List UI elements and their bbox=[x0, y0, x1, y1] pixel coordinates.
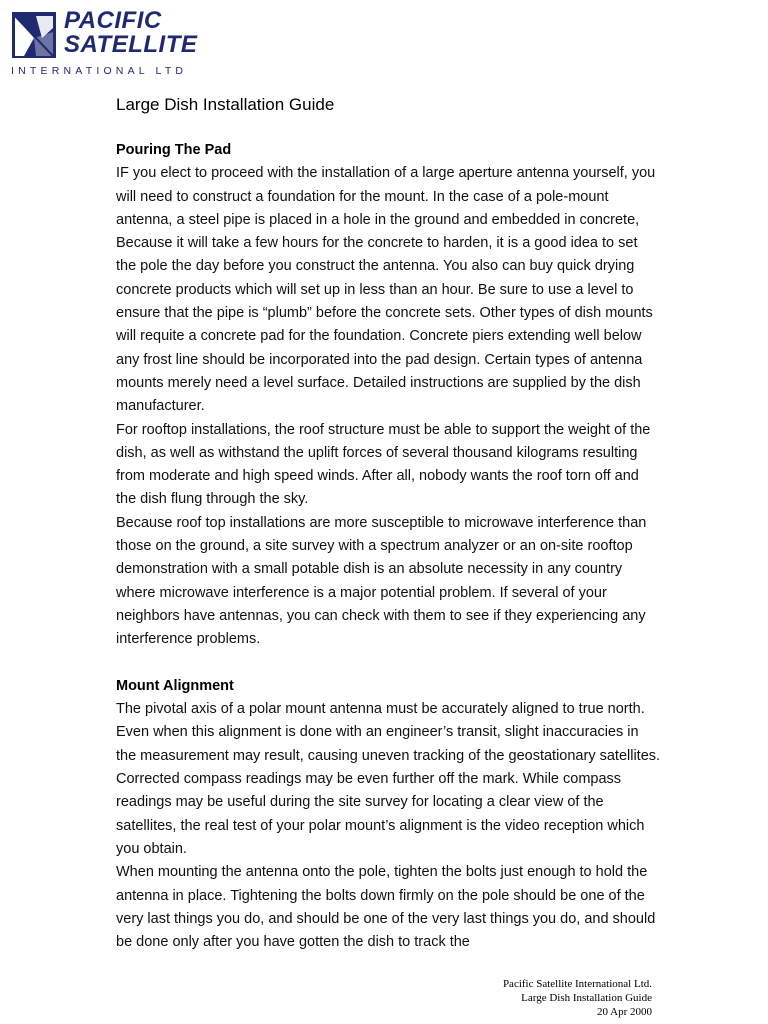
section-heading: Mount Alignment bbox=[116, 677, 234, 694]
paragraph: For rooftop installations, the roof structure must be able to support the weight of the dish, as well as withstand the uplift forces of several thousand kilograms resulting from moderate and high speed winds. After all, nobody wants the roof torn off and the dish flung through the sky. bbox=[116, 421, 651, 508]
section-mount-alignment bbox=[116, 675, 661, 955]
document-title: Large Dish Installation Guide bbox=[116, 95, 335, 114]
paragraph: The pivotal axis of a polar mount antenna must be accurately aligned to true north. Even when this alignment is done with an engineer’s transit, slight inaccuracies in the measurement may result, causing uneven tracking of the geostationary satellites. Corrected compass readings may be even further off the mark. While compass readings may be useful during the site survey for locating a clear view of the satellites, the real test of your polar mount’s alignment is the video reception which you obtain. bbox=[116, 701, 661, 857]
footer-date: 20 Apr 2000 bbox=[597, 1006, 652, 1018]
footer-document-name: Large Dish Installation Guide bbox=[521, 992, 652, 1004]
footer-company: Pacific Satellite International Ltd. bbox=[502, 978, 652, 990]
satellite-logo-icon bbox=[12, 12, 56, 60]
logo-text-satellite: SATELLITE bbox=[64, 31, 198, 58]
logo-text-pacific: PACIFIC bbox=[64, 7, 162, 34]
paragraph: Because roof top installations are more susceptible to microwave interference than those on the ground, a site survey with a spectrum analyzer or an on-site rooftop demonstration with a small potable dish is an absolute necessity in any country where microwave interference is a major potential problem. If several of your neighbors have antennas, you can check with them to see if they experiencing any interference problems. bbox=[116, 514, 647, 648]
company-logo bbox=[10, 8, 220, 80]
paragraph: IF you elect to proceed with the installation of a large aperture antenna yourself, you will need to construct a foundation for the mount. In the case of a pole-mount antenna, a steel pipe is placed in a hole in the ground and embedded in concrete, Because it will take a few hours for the concrete to harden, it is a good idea to set the pole the day before you construct the antenna. You also can buy quick drying concrete products which will set up in less than an hour. Be sure to use a level to ensure that the pipe is “plumb” before the concrete sets. Other types of dish mounts will requite a concrete pad for the foundation. Concrete piers extending well below any frost line should be incorporated into the pad design. Certain types of antenna mounts merely need a level surface. Detailed instructions are supplied by the dish manufacturer. bbox=[116, 165, 656, 415]
section-spacer bbox=[116, 652, 661, 675]
page-footer bbox=[503, 977, 652, 1019]
logo-tagline: INTERNATIONAL LTD bbox=[11, 65, 188, 77]
document-body bbox=[116, 93, 661, 954]
paragraph: When mounting the antenna onto the pole, tighten the bolts just enough to hold the antenna in place. Tightening the bolts down firmly on the pole should be one of the very last things you do, and should be one of the very last things you do, and should be done only after you have gotten the dish to track the bbox=[116, 864, 656, 951]
section-pouring-the-pad bbox=[116, 139, 661, 652]
section-heading: Pouring The Pad bbox=[116, 142, 232, 158]
